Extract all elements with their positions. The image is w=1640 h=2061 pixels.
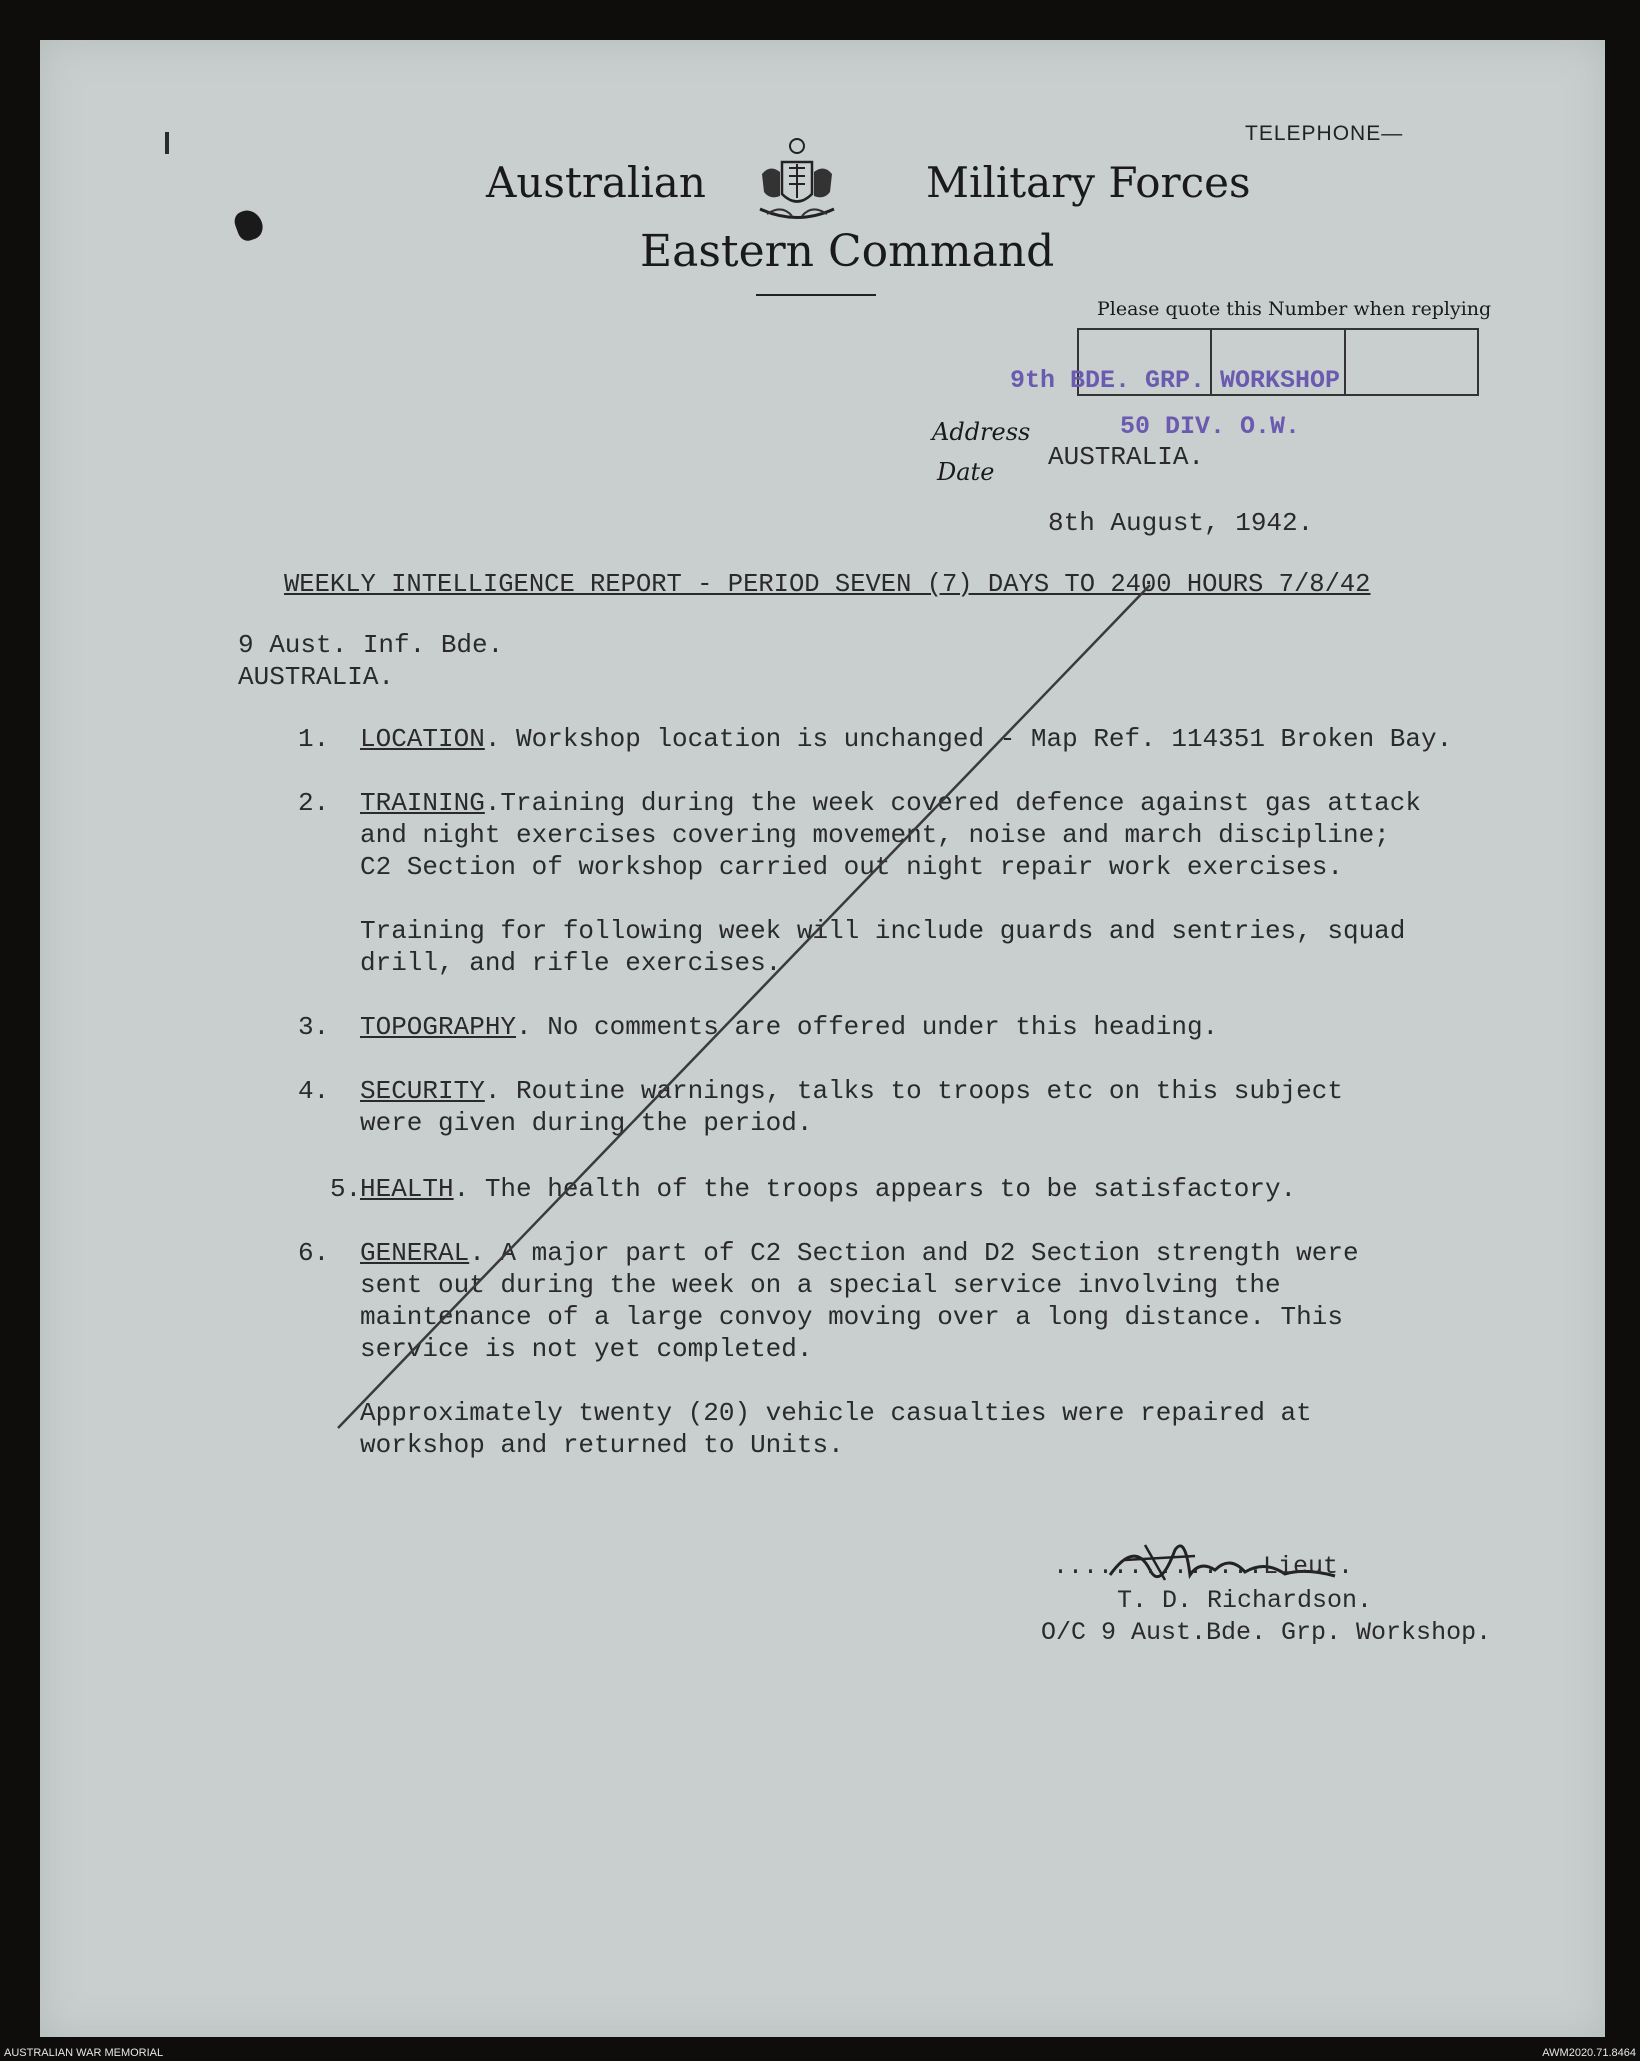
address-label: Address — [932, 418, 1031, 446]
item-3-line-1: . No comments are offered under this heading. — [516, 1012, 1219, 1042]
letterhead-left: Australian — [486, 158, 706, 207]
date-value: 8th August, 1942. — [1048, 508, 1314, 538]
item-4-line-2: were given during the period. — [360, 1108, 813, 1138]
signatory-name: T. D. Richardson. — [1117, 1586, 1373, 1615]
report-title: WEEKLY INTELLIGENCE REPORT - PERIOD SEVEN (7) DAYS TO 2400 HOURS 7/8/42 — [284, 570, 1371, 599]
footer-right: AWM2020.71.8464 — [1542, 2047, 1636, 2059]
item-2b-line-1: Training for following week will include guards and sentries, squad — [360, 916, 1406, 946]
item-2-line-1: .Training during the week covered defence against gas attack — [484, 788, 1421, 818]
item-4-line-1: . Routine warnings, talks to troops etc on this subject — [484, 1076, 1343, 1106]
item-6-line-3: maintenance of a large convoy moving over a long distance. This — [360, 1302, 1343, 1332]
item-1-heading: LOCATION — [360, 724, 485, 754]
item-2-line-2: and night exercises covering movement, noise and march discipline; — [360, 820, 1390, 850]
item-6-number: 6. — [298, 1238, 330, 1268]
item-4-heading: SECURITY — [360, 1076, 485, 1106]
date-label: Date — [937, 458, 995, 486]
item-6-heading: GENERAL — [360, 1238, 470, 1268]
item-1-number: 1. — [298, 724, 330, 754]
item-5-heading: HEALTH — [360, 1174, 454, 1204]
signature-rank-line: ..............Lieut. — [1053, 1552, 1354, 1581]
signatory-position: O/C 9 Aust.Bde. Grp. Workshop. — [1041, 1618, 1492, 1647]
item-1-line-1: . Workshop location is unchanged - Map Ref. 114351 Broken Bay. — [484, 724, 1453, 754]
item-4-number: 4. — [298, 1076, 330, 1106]
document-page — [40, 40, 1605, 2037]
item-6b-line-1: Approximately twenty (20) vehicle casualties were repaired at — [360, 1398, 1312, 1428]
item-3-number: 3. — [298, 1012, 330, 1042]
item-3-heading: TOPOGRAPHY — [360, 1012, 517, 1042]
item-5-line-1: . The health of the troops appears to be satisfactory. — [453, 1174, 1297, 1204]
footer-left: AUSTRALIAN WAR MEMORIAL — [4, 2047, 164, 2059]
telephone-label: TELEPHONE— — [1245, 122, 1404, 145]
letterhead-right: Military Forces — [926, 158, 1251, 207]
item-6b-line-2: workshop and returned to Units. — [360, 1430, 844, 1460]
item-2b-line-2: drill, and rifle exercises. — [360, 948, 782, 978]
item-2-line-3: C2 Section of workshop carried out night repair work exercises. — [360, 852, 1343, 882]
stamp-line-2: 50 DIV. O.W. — [1120, 412, 1301, 441]
item-6-line-2: sent out during the week on a special service involving the — [360, 1270, 1281, 1300]
item-2-number: 2. — [298, 788, 330, 818]
quote-number-label: Please quote this Number when replying — [1097, 298, 1492, 320]
diagonal-strike-line — [40, 40, 1605, 2037]
recipient-line-1: 9 Aust. Inf. Bde. — [238, 630, 504, 660]
address-value: AUSTRALIA. — [1048, 442, 1205, 472]
item-6-line-4: service is not yet completed. — [360, 1334, 813, 1364]
recipient-line-2: AUSTRALIA. — [238, 662, 395, 692]
item-6-line-1: . A major part of C2 Section and D2 Section strength were — [469, 1238, 1359, 1268]
punch-mark-small — [165, 132, 169, 154]
item-5-number: 5. — [330, 1174, 362, 1204]
item-2-heading: TRAINING — [360, 788, 485, 818]
letterhead-command: Eastern Command — [640, 226, 1055, 277]
stamp-line-1: 9th BDE. GRP. WORKSHOP — [1010, 366, 1341, 395]
